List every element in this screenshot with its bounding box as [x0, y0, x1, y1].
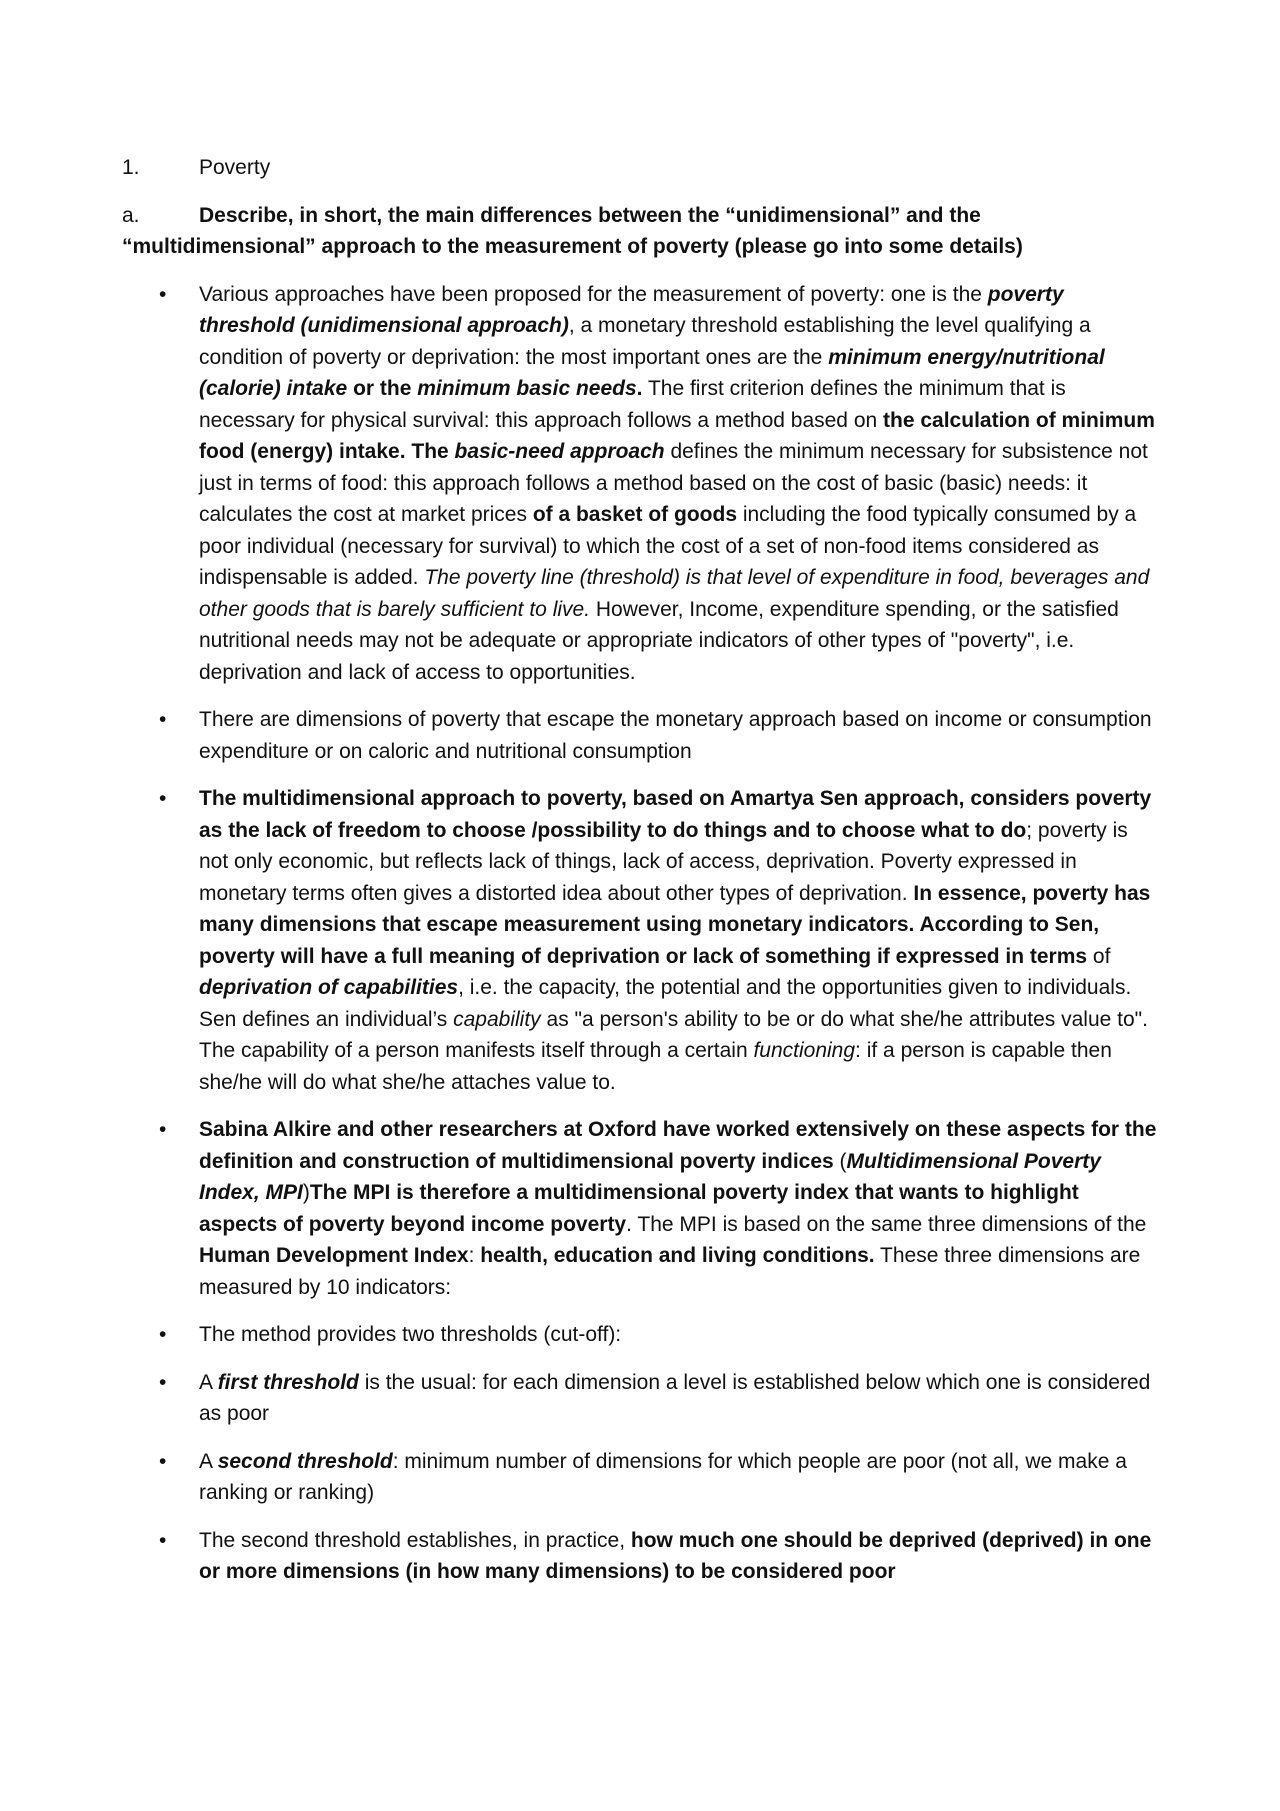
text-run: health, education and living conditions.	[480, 1244, 875, 1267]
bullet-marker: •	[159, 1370, 167, 1394]
text-run: of a basket of goods	[532, 503, 737, 526]
text-run: or the	[347, 377, 418, 400]
text-run: Multidimensional Poverty Index, MPI	[199, 1149, 1101, 1204]
text-run: :	[468, 1244, 481, 1267]
text-run: However, Income, expenditure spending, or the satisfied nutritional needs may not be adequate or appropriate indicators of other types of "poverty", i.e. deprivation and lack of access to opportunities.	[199, 597, 1119, 684]
text-run: (	[833, 1149, 847, 1173]
text-run: poverty threshold (unidimensional approach)	[199, 282, 1064, 337]
text-run: The multidimensional approach to poverty, based on Amartya Sen approach, considers poverty as the lack of freedom to choose /possibility to do things and to choose what to do	[199, 787, 1152, 842]
text-run: A	[199, 1370, 218, 1394]
text-run: The method provides two thresholds (cut-off):	[199, 1323, 622, 1346]
text-run: , a monetary threshold establishing the level qualifying a condition of poverty or deprivation: the most important ones are the	[199, 314, 1091, 369]
text-run: , i.e. the capacity, the potential and the opportunities given to individuals. Sen defines an individual’s	[199, 976, 1132, 1031]
bullet-item	[122, 279, 1162, 689]
text-run: as "a person's ability to be or do what she/he attributes value to". The capability of a person manifests itself through a certain	[199, 1007, 1148, 1062]
document-body	[122, 152, 1162, 1604]
text-run: Various approaches have been proposed for the measurement of poverty: one is the	[199, 282, 988, 306]
question-text	[122, 200, 1162, 263]
text-run: A	[199, 1449, 218, 1473]
text-run: . The MPI is based on the same three dimensions of the	[626, 1212, 1147, 1236]
section-title: Poverty	[199, 156, 271, 179]
bullet-marker: •	[159, 708, 167, 731]
section-heading	[122, 152, 1162, 184]
bullet-marker: •	[159, 1449, 167, 1473]
text-run: ; poverty is not only economic, but reflects lack of things, lack of access, deprivation. Poverty expressed in monetary terms often gives a distorted idea about other types of deprivation.	[199, 818, 1128, 905]
bullet-marker: •	[159, 1528, 167, 1552]
bullet-marker: •	[159, 787, 167, 810]
section-number: 1.	[122, 156, 140, 179]
text-run: : if a person is capable then she/he will do what she/he attaches value to.	[199, 1039, 1112, 1094]
text-run: Human Development Index	[199, 1244, 469, 1267]
bullet-item	[122, 704, 1162, 767]
bullet-item	[122, 1525, 1162, 1588]
text-run: the calculation of minimum food (energy) intake	[199, 408, 1155, 463]
text-run: There are dimensions of poverty that escape the monetary approach based on income or consumption expenditure or on caloric and nutritional consumption	[199, 708, 1152, 763]
text-run: The first criterion defines the minimum that is necessary for physical survival: this approach follows a method based on	[199, 377, 1066, 432]
text-run: functioning	[753, 1039, 856, 1062]
bullet-item	[122, 1367, 1162, 1430]
text-run: is the usual: for each dimension a level is established below which one is considered as poor	[199, 1370, 1151, 1425]
text-run: )	[302, 1181, 310, 1204]
text-run: The poverty line (threshold) is that level of expenditure in food, beverages and other goods that is barely sufficient to live.	[199, 566, 1150, 621]
text-run: .	[636, 377, 643, 400]
text-run: These three dimensions are measured by 10 indicators:	[199, 1244, 1141, 1299]
bullet-marker: •	[159, 282, 167, 306]
text-run: second threshold	[217, 1449, 393, 1473]
bullet-marker: •	[159, 1118, 167, 1141]
bullet-item	[122, 783, 1162, 1098]
bullet-item	[122, 1446, 1162, 1509]
text-run: . The	[399, 440, 455, 463]
bullet-item	[122, 1319, 1162, 1351]
question-letter: a.	[122, 203, 140, 227]
text-run: : minimum number of dimensions for which people are poor (not all, we make a ranking or ranking)	[199, 1449, 1127, 1504]
text-run: defines the minimum necessary for subsistence not just in terms of food: this approach follows a method based on the cost of basic (basic) needs: it calculates the cost at market prices	[199, 440, 1148, 526]
bullet-list	[122, 279, 1162, 1588]
text-run: In essence, poverty has many dimensions that escape measurement using monetary indicators. According to Sen, poverty will have a full meaning of deprivation or lack of something if expressed in terms	[199, 881, 1151, 968]
question-body: Describe, in short, the main differences between the “unidimensional” and the “multidimensional” approach to the measurement of poverty (please go into some details)	[122, 203, 1023, 258]
text-run: of	[1087, 944, 1111, 968]
text-run: minimum basic needs	[417, 377, 637, 400]
text-run: Sabina Alkire and other researchers at Oxford have worked extensively on these aspects for the definition and construction of multidimensional poverty indices	[199, 1118, 1157, 1173]
text-run: capability	[453, 1007, 541, 1031]
text-run: minimum energy/nutritional (calorie) intake	[199, 345, 1105, 400]
text-run: first threshold	[217, 1370, 359, 1394]
text-run: including the food typically consumed by a poor individual (necessary for survival) to which the cost of a set of non-food items considered as indispensable is added.	[199, 503, 1137, 589]
text-run: deprivation of capabilities	[199, 976, 459, 999]
text-run: The MPI is therefore a multidimensional poverty index that wants to highlight aspects of poverty beyond income poverty	[199, 1181, 1079, 1236]
text-run: how much one should be deprived (deprived) in one or more dimensions (in how many dimensions) to be considered poor	[199, 1528, 1152, 1583]
text-run: basic-need approach	[454, 440, 665, 463]
bullet-item	[122, 1114, 1162, 1303]
text-run: The second threshold establishes, in practice,	[199, 1528, 631, 1552]
bullet-marker: •	[159, 1323, 167, 1346]
